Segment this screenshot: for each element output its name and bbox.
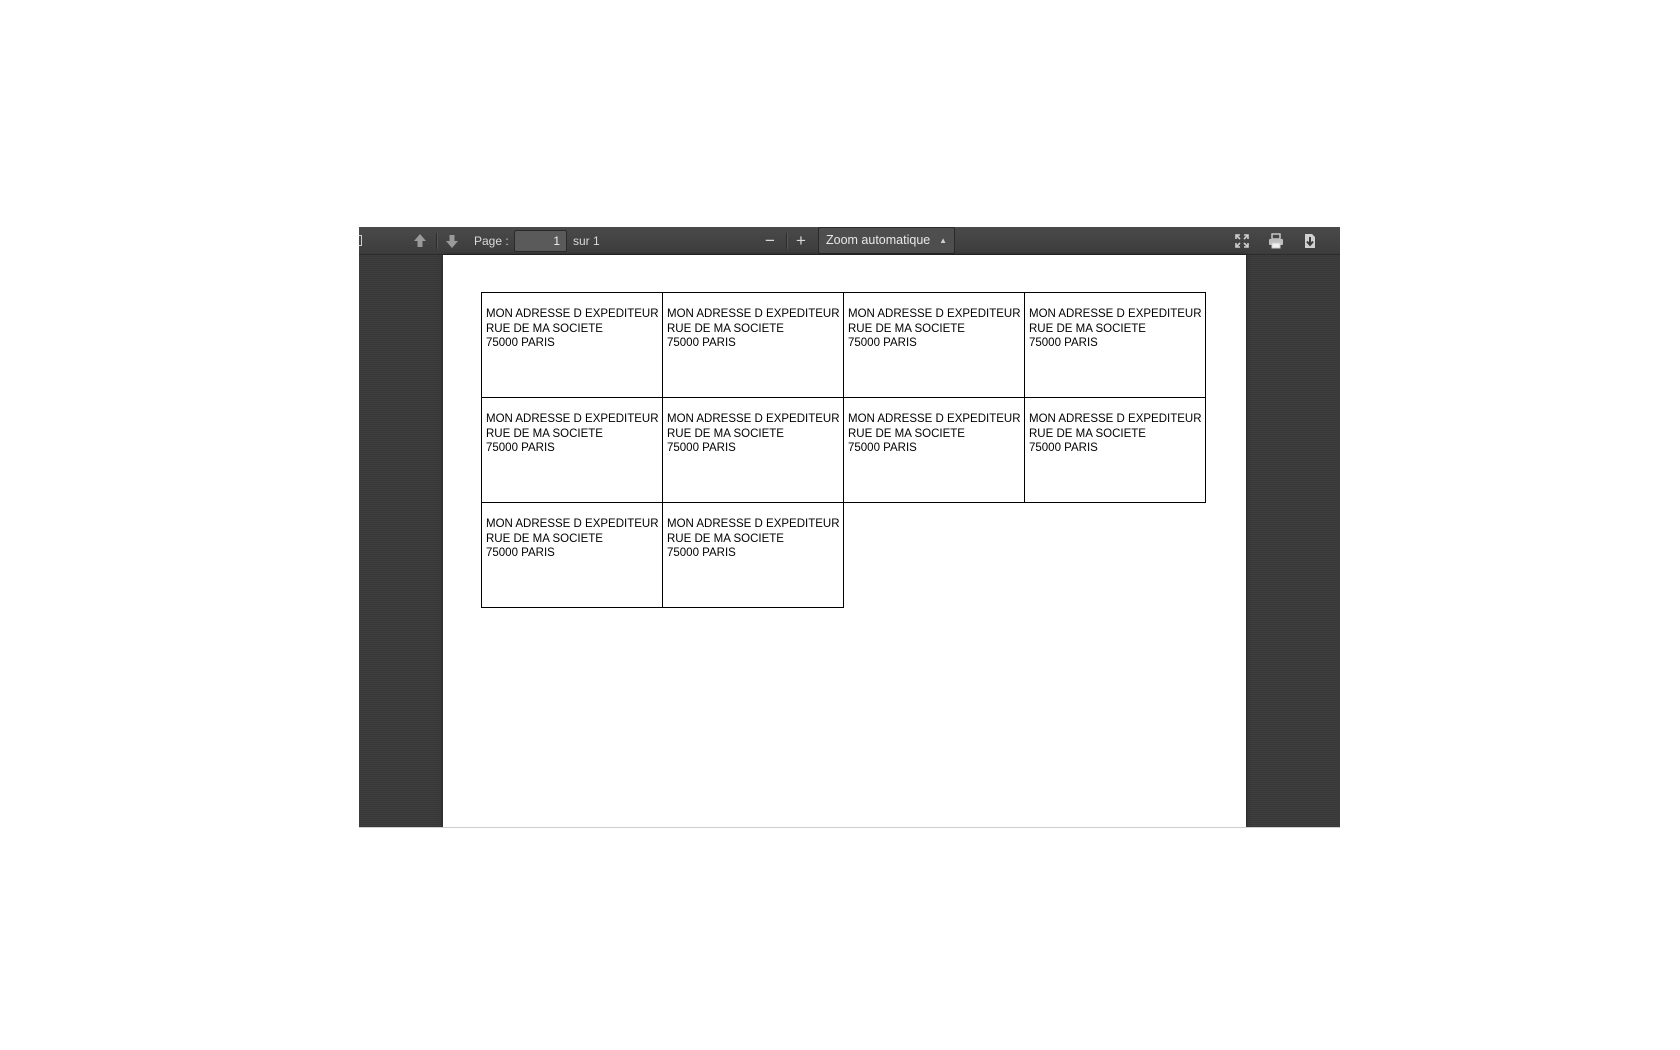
address-label [843,397,1025,503]
zoom-select[interactable] [818,227,955,254]
label-line: 75000 PARIS [486,547,555,559]
label-line: RUE DE MA SOCIETE [486,322,603,335]
address-label [481,502,663,608]
address-label [481,292,663,398]
address-label [662,292,844,398]
zoom-in-button[interactable]: + [796,231,806,250]
label-line: 75000 PARIS [667,547,736,559]
zoom-out-button[interactable]: − [765,231,775,250]
label-line: 75000 PARIS [667,337,736,349]
label-line: MON ADRESSE D EXPEDITEUR [848,308,1021,320]
select-arrows-icon: ▲ [939,236,947,245]
download-icon[interactable] [1300,231,1320,251]
pdf-viewer [359,227,1340,834]
label-line: MON ADRESSE D EXPEDITEUR [667,308,840,320]
address-label [1024,292,1206,398]
address-label [481,397,663,503]
zoom-select-value: Zoom automatique [826,233,931,247]
arrow-up-icon[interactable] [410,231,430,251]
label-line: MON ADRESSE D EXPEDITEUR [1029,413,1202,425]
label-line: 75000 PARIS [848,337,917,349]
toolbar-separator [786,233,787,249]
label-line: MON ADRESSE D EXPEDITEUR [486,518,659,530]
label-line: MON ADRESSE D EXPEDITEUR [486,308,659,320]
label-line: 75000 PARIS [848,442,917,454]
arrow-down-icon[interactable] [442,231,462,251]
label-line: RUE DE MA SOCIETE [1029,322,1146,335]
viewer-bottom-edge [359,827,1340,834]
address-label [662,502,844,608]
label-line: RUE DE MA SOCIETE [667,427,784,440]
label-line: RUE DE MA SOCIETE [848,322,965,335]
page-total: sur 1 [573,234,600,248]
label-line: 75000 PARIS [1029,442,1098,454]
label-line: RUE DE MA SOCIETE [486,427,603,440]
label-line: MON ADRESSE D EXPEDITEUR [667,518,840,530]
page-label: Page : [474,234,509,248]
viewer-toolbar [359,227,1340,255]
label-line: MON ADRESSE D EXPEDITEUR [848,413,1021,425]
label-line: 75000 PARIS [667,442,736,454]
label-line: RUE DE MA SOCIETE [1029,427,1146,440]
address-label [662,397,844,503]
label-line: MON ADRESSE D EXPEDITEUR [667,413,840,425]
label-line: MON ADRESSE D EXPEDITEUR [486,413,659,425]
print-icon[interactable] [1266,231,1286,251]
pdf-page [443,255,1246,828]
label-line: 75000 PARIS [486,442,555,454]
address-label [843,292,1025,398]
label-line: 75000 PARIS [1029,337,1098,349]
label-line: RUE DE MA SOCIETE [848,427,965,440]
fullscreen-icon[interactable] [1232,231,1252,251]
label-line: RUE DE MA SOCIETE [486,532,603,545]
page-number-input[interactable]: 1 [514,230,567,252]
sidebar-toggle-icon[interactable] [359,235,362,246]
label-line: RUE DE MA SOCIETE [667,532,784,545]
address-label [1024,397,1206,503]
label-line: RUE DE MA SOCIETE [667,322,784,335]
label-line: MON ADRESSE D EXPEDITEUR [1029,308,1202,320]
label-line: 75000 PARIS [486,337,555,349]
toolbar-separator [436,233,437,249]
